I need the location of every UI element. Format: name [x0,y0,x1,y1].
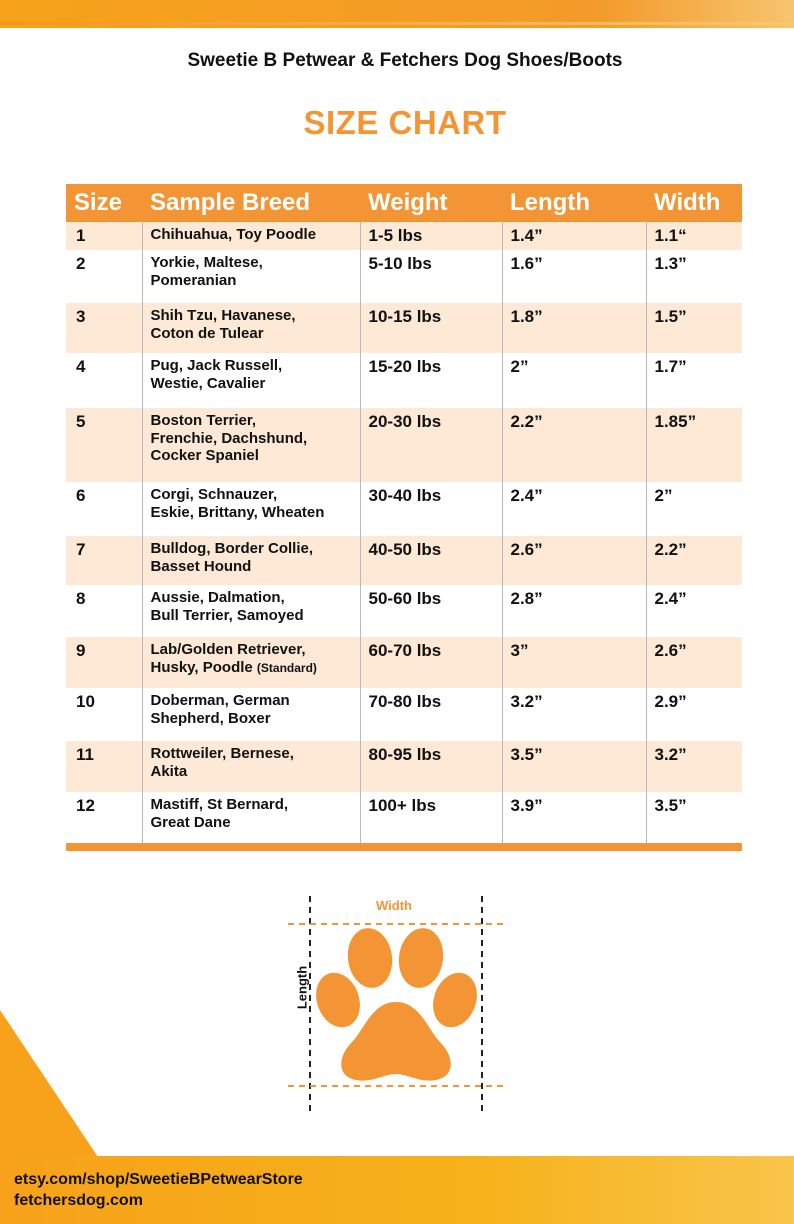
breed-line: Cocker Spaniel [150,447,259,465]
breed-line: Rottweiler, Bernese, [150,745,294,763]
weight-cell: 20-30 lbs [360,408,502,482]
header-width: Width [646,184,742,222]
table-row [66,688,742,741]
length-cell: 3.9” [502,792,646,846]
length-cell: 3.2” [502,688,646,741]
breed-line: Coton de Tulear [150,324,264,342]
breed-cell [142,741,360,792]
size-cell: 3 [66,303,142,353]
width-cell: 3.2” [646,741,742,792]
width-label: Width [376,898,412,913]
table-row [66,637,742,688]
breed-line: Husky, Poodle [150,658,253,676]
width-cell: 1.1“ [646,222,742,250]
header-sample-breed: Sample Breed [142,184,360,222]
width-cell: 2.9” [646,688,742,741]
breed-cell [142,408,360,482]
size-cell: 9 [66,637,142,688]
table-row [66,353,742,408]
length-cell: 2” [502,353,646,408]
breed-line: Shih Tzu, Havanese, [150,307,296,325]
size-cell: 10 [66,688,142,741]
size-cell: 5 [66,408,142,482]
breed-line: Lab/Golden Retriever, [150,641,306,659]
breed-line: Corgi, Schnauzer, [150,486,278,504]
breed-line: Eskie, Brittany, Wheaten [150,503,325,521]
length-cell: 1.6” [502,250,646,303]
breed-line: Pomeranian [150,271,237,289]
size-cell: 6 [66,482,142,536]
breed-cell [142,303,360,353]
breed-note: (Standard) [256,660,317,675]
breed-cell [142,250,360,303]
paw-measurement-diagram [280,890,520,1120]
breed-line: Yorkie, Maltese, [150,254,263,272]
width-cell: 1.7” [646,353,742,408]
size-cell: 4 [66,353,142,408]
size-cell: 1 [66,222,142,250]
width-cell: 1.3” [646,250,742,303]
table-row [66,222,742,250]
weight-cell: 5-10 lbs [360,250,502,303]
weight-cell: 60-70 lbs [360,637,502,688]
width-cell: 2.4” [646,585,742,637]
breed-line: Bulldog, Border Collie, [150,540,314,558]
breed-cell [142,637,360,688]
footer-band [0,1156,794,1224]
breed-cell [142,585,360,637]
breed-line: Westie, Cavalier [150,374,266,392]
page-title: SIZE CHART [303,104,507,141]
header-size: Size [66,184,142,222]
length-cell: 2.8” [502,585,646,637]
breed-line: Basset Hound [150,557,252,575]
breed-line: Shepherd, Boxer [150,709,271,727]
breed-cell [142,536,360,585]
width-cell: 1.5” [646,303,742,353]
width-cell: 3.5” [646,792,742,846]
breed-line: Aussie, Dalmation, [150,589,285,607]
weight-cell: 15-20 lbs [360,353,502,408]
header-weight: Weight [360,184,502,222]
length-cell: 2.4” [502,482,646,536]
table-row [66,741,742,792]
breed-line: Chihuahua, Toy Poodle [150,226,317,243]
length-cell: 1.4” [502,222,646,250]
table-row [66,303,742,353]
length-label: Length [294,965,310,1010]
size-cell: 11 [66,741,142,792]
header-length: Length [502,184,646,222]
breed-cell [142,688,360,741]
width-cell: 2.2” [646,536,742,585]
size-cell: 8 [66,585,142,637]
weight-cell: 80-95 lbs [360,741,502,792]
table-bottom-rule [66,843,742,851]
breed-line: Akita [150,762,188,780]
table-header-row [66,184,742,222]
breed-line: Great Dane [150,813,231,831]
breed-line: Bull Terrier, Samoyed [150,606,304,624]
weight-cell: 1-5 lbs [360,222,502,250]
width-cell: 1.85” [646,408,742,482]
table-row [66,792,742,846]
breed-cell [142,482,360,536]
top-orange-band [0,0,794,28]
table-row [66,408,742,482]
corner-accent-shape [0,1010,100,1160]
brand-heading: Sweetie B Petwear & Fetchers Dog Shoes/Boots [187,50,623,71]
breed-line: Mastiff, St Bernard, [150,796,289,814]
breed-line: Frenchie, Dachshund, [150,429,308,447]
weight-cell: 30-40 lbs [360,482,502,536]
length-cell: 2.2” [502,408,646,482]
size-cell: 12 [66,792,142,846]
width-cell: 2” [646,482,742,536]
paw-print-icon [280,890,520,1120]
etsy-link[interactable]: etsy.com/shop/SweetieBPetwearStore [14,1171,303,1188]
length-cell: 2.6” [502,536,646,585]
size-cell: 7 [66,536,142,585]
website-link[interactable]: fetchersdog.com [14,1192,143,1209]
width-cell: 2.6” [646,637,742,688]
breed-cell [142,353,360,408]
length-cell: 3” [502,637,646,688]
weight-cell: 70-80 lbs [360,688,502,741]
breed-cell [142,222,360,250]
weight-cell: 50-60 lbs [360,585,502,637]
table-row [66,482,742,536]
size-chart-table [66,184,742,846]
table-row [66,585,742,637]
breed-line: Pug, Jack Russell, [150,357,283,375]
weight-cell: 100+ lbs [360,792,502,846]
table-row [66,250,742,303]
size-cell: 2 [66,250,142,303]
table-row [66,536,742,585]
length-cell: 3.5” [502,741,646,792]
breed-cell [142,792,360,846]
length-cell: 1.8” [502,303,646,353]
weight-cell: 10-15 lbs [360,303,502,353]
breed-line: Doberman, German [150,692,290,710]
breed-line: Boston Terrier, [150,412,257,430]
weight-cell: 40-50 lbs [360,536,502,585]
